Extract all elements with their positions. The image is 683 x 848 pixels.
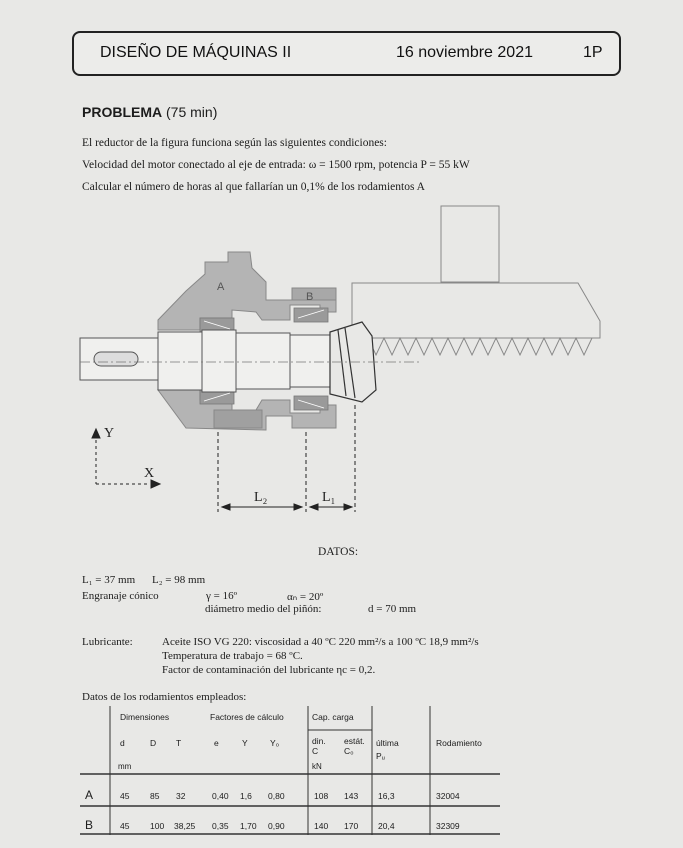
statement-line-1: El reductor de la figura funciona según las siguientes condiciones: xyxy=(82,137,387,149)
col-C: C xyxy=(312,746,319,756)
label-dim-l1: L₁ xyxy=(322,490,336,505)
datos-gear-label: Engranaje cónico xyxy=(82,590,159,602)
col-din: din. xyxy=(312,736,326,746)
cell-Pu: 20,4 xyxy=(378,821,395,831)
datos-alpha: αₙ = 20º xyxy=(287,591,324,603)
statement-line-3: Calcular el número de horas al que fallarían un 0,1% de los rodamientos A xyxy=(82,181,425,193)
exam-code: 1P xyxy=(583,44,603,61)
cell-e: 0,40 xyxy=(212,791,229,801)
label-dim-l2: L₂ xyxy=(254,490,268,505)
cell-Y: 1,70 xyxy=(240,821,257,831)
cell-Pu: 16,3 xyxy=(378,791,395,801)
cell-Y: 1,6 xyxy=(240,791,252,801)
cell-D: 85 xyxy=(150,791,160,801)
cell-d: 45 xyxy=(120,821,130,831)
cell-D: 100 xyxy=(150,821,165,831)
label-bearing-a: A xyxy=(217,281,225,293)
datos-lube-label: Lubricante: xyxy=(82,636,133,648)
col-D: D xyxy=(150,738,157,748)
cell-C: 140 xyxy=(314,821,329,831)
cell-rodamiento: 32309 xyxy=(436,821,460,831)
problem-label: PROBLEMA xyxy=(82,104,163,120)
row-name: A xyxy=(85,788,94,802)
col-e: e xyxy=(214,738,219,748)
cell-Y0: 0,90 xyxy=(268,821,285,831)
col-group-load: Cap. carga xyxy=(312,712,354,722)
datos-diameter-value: d = 70 mm xyxy=(368,603,417,615)
col-group-factors: Factores de cálculo xyxy=(210,712,284,722)
datos-lube-line1: Aceite ISO VG 220: viscosidad a 40 ºC 220 mm²/s a 100 ºC 18,9 mm²/s xyxy=(162,636,479,648)
label-axis-y: Y xyxy=(104,426,115,441)
course-title: DISEÑO DE MÁQUINAS II xyxy=(100,44,292,61)
col-Pu: Pᵤ xyxy=(376,751,385,761)
col-Y0: Y₀ xyxy=(270,738,280,748)
unit-mm: mm xyxy=(118,762,132,771)
col-ultima: última xyxy=(376,738,399,748)
cell-Y0: 0,80 xyxy=(268,791,285,801)
label-bearing-b: B xyxy=(306,291,314,303)
cell-C: 108 xyxy=(314,791,329,801)
col-d: d xyxy=(120,738,125,748)
statement-line-2: Velocidad del motor conectado al eje de entrada: ω = 1500 rpm, potencia P = 55 kW xyxy=(82,159,470,171)
cell-rodamiento: 32004 xyxy=(436,791,460,801)
datos-title: DATOS: xyxy=(318,546,359,558)
datos-lube-line2: Temperatura de trabajo = 68 ºC. xyxy=(162,650,303,662)
datos-l2: L₂ = 98 mm xyxy=(152,574,206,586)
col-rodamiento: Rodamiento xyxy=(436,738,482,748)
cell-e: 0,35 xyxy=(212,821,229,831)
cell-C0: 170 xyxy=(344,821,359,831)
problem-time: (75 min) xyxy=(166,104,218,120)
exam-date: 16 noviembre 2021 xyxy=(396,44,533,61)
cell-T: 32 xyxy=(176,791,186,801)
cell-C0: 143 xyxy=(344,791,359,801)
datos-diameter-label: diámetro medio del piñón: xyxy=(205,603,322,615)
label-axis-x: X xyxy=(144,466,155,481)
col-C0: C₀ xyxy=(344,746,354,756)
col-estat: estát. xyxy=(344,736,365,746)
datos-gamma: γ = 16º xyxy=(206,590,237,602)
cell-T: 38,25 xyxy=(174,821,196,831)
col-Y: Y xyxy=(242,738,248,748)
datos-l1: L₁ = 37 mm xyxy=(82,574,136,586)
cell-d: 45 xyxy=(120,791,130,801)
unit-kN: kN xyxy=(312,762,322,771)
datos-lube-line3: Factor de contaminación del lubricante ηc = 0,2. xyxy=(162,664,376,676)
col-T: T xyxy=(176,738,182,748)
row-name: B xyxy=(85,818,94,832)
bearings-title: Datos de los rodamientos empleados: xyxy=(82,691,247,703)
col-group-dimensions: Dimensiones xyxy=(120,712,170,722)
